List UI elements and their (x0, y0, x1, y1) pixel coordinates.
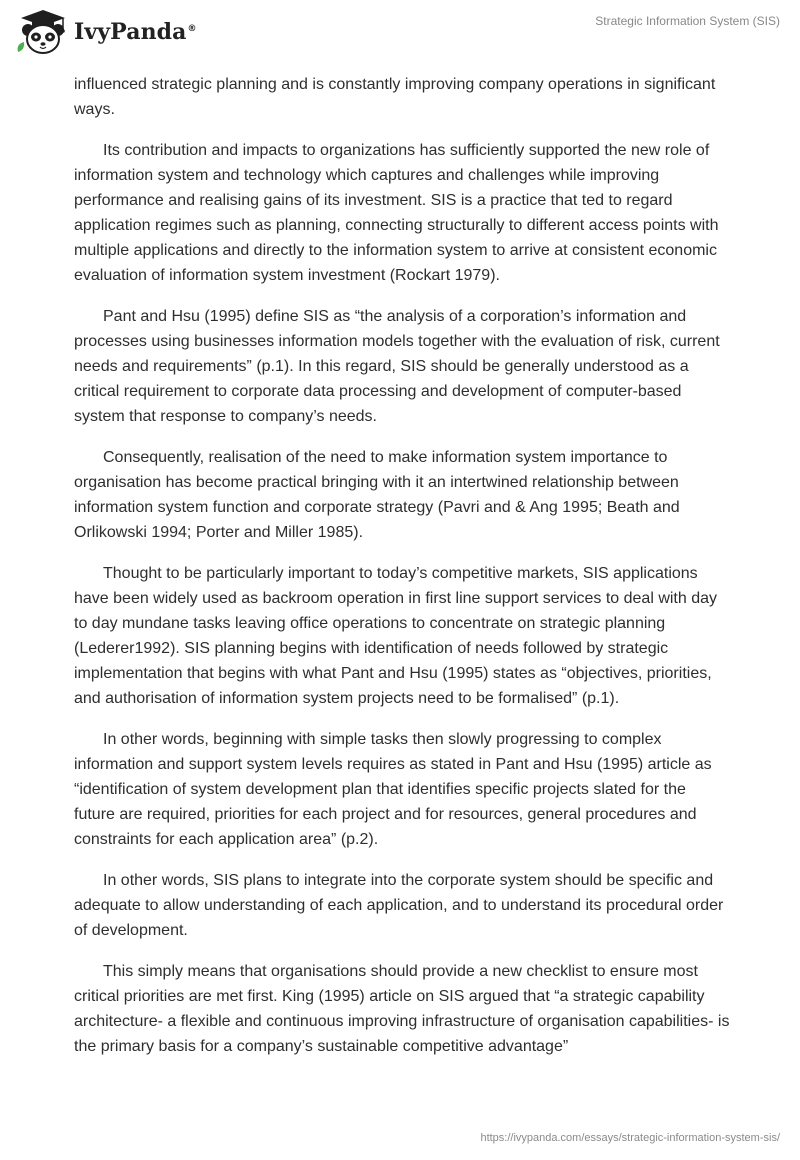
paragraph: In other words, beginning with simple tasks then slowly progressing to complex information and support system levels requires as stated in Pant and Hsu (1995) article as “identification of system development plan that identifies specific projects slated for the future are required, priorities for each project and for resources, general procedures and constraints for each application area” (p.2). (74, 731, 712, 848)
paragraph: Consequently, realisation of the need to make information system importance to organisation has become practical bringing with it an intertwined relationship between information system function and corporate strategy (Pavri and & Ang 1995; Beath and Orlikowski 1994; Porter and Miller 1985). (74, 449, 680, 541)
paragraph: In other words, SIS plans to integrate into the corporate system should be specific and adequate to allow understanding of each application, and to understand its procedural order of development. (74, 872, 724, 939)
document-title: Strategic Information System (SIS) (595, 14, 780, 28)
page-header (0, 0, 800, 70)
brand-name (74, 19, 197, 45)
brand-logo[interactable] (14, 8, 197, 56)
essay-body (74, 72, 730, 1075)
paragraph: This simply means that organisations should provide a new checklist to ensure most critical priorities are met first. King (1995) article on SIS argued that “a strategic capability architecture- a flexible and continuous improving infrastructure of organisation capabilities- is the primary basis for a company’s sustainable competitive advantage” (74, 963, 730, 1055)
paragraph: Thought to be particularly important to today’s competitive markets, SIS applications have been widely used as backroom operation in first line support services to deal with day to day mundane tasks leaving office operations to concentrate on strategic planning (Lederer1992). SIS planning begins with identification of needs followed by strategic implementation that begins with what Pant and Hsu (1995) states as “objectives, priorities, and authorisation of information system projects need to be formalised” (p.1). (74, 565, 718, 707)
paragraph: influenced strategic planning and is constantly improving company operations in significant ways. (74, 76, 716, 118)
paragraph: Its contribution and impacts to organizations has sufficiently supported the new role of information system and technology which captures and challenges while improving performance and realising gains of its investment. SIS is a practice that ted to regard application regimes such as planning, connecting structurally to different access points with multiple applications and directly to the information system to arrive at consistent economic evaluation of information system investment (Rockart 1979). (74, 142, 719, 284)
source-url[interactable]: https://ivypanda.com/essays/strategic-information-system-sis/ (480, 1132, 780, 1144)
brand-name-text: IvyPanda (74, 19, 187, 45)
paragraph: Pant and Hsu (1995) define SIS as “the analysis of a corporation’s information and processes using businesses information models together with the evaluation of risk, current needs and requirements” (p.1). In this regard, SIS should be generally understood as a critical requirement to corporate data processing and development of computer-based system that response to company’s needs. (74, 308, 720, 425)
panda-graduate-icon (14, 8, 72, 56)
registered-mark: ® (187, 23, 197, 34)
